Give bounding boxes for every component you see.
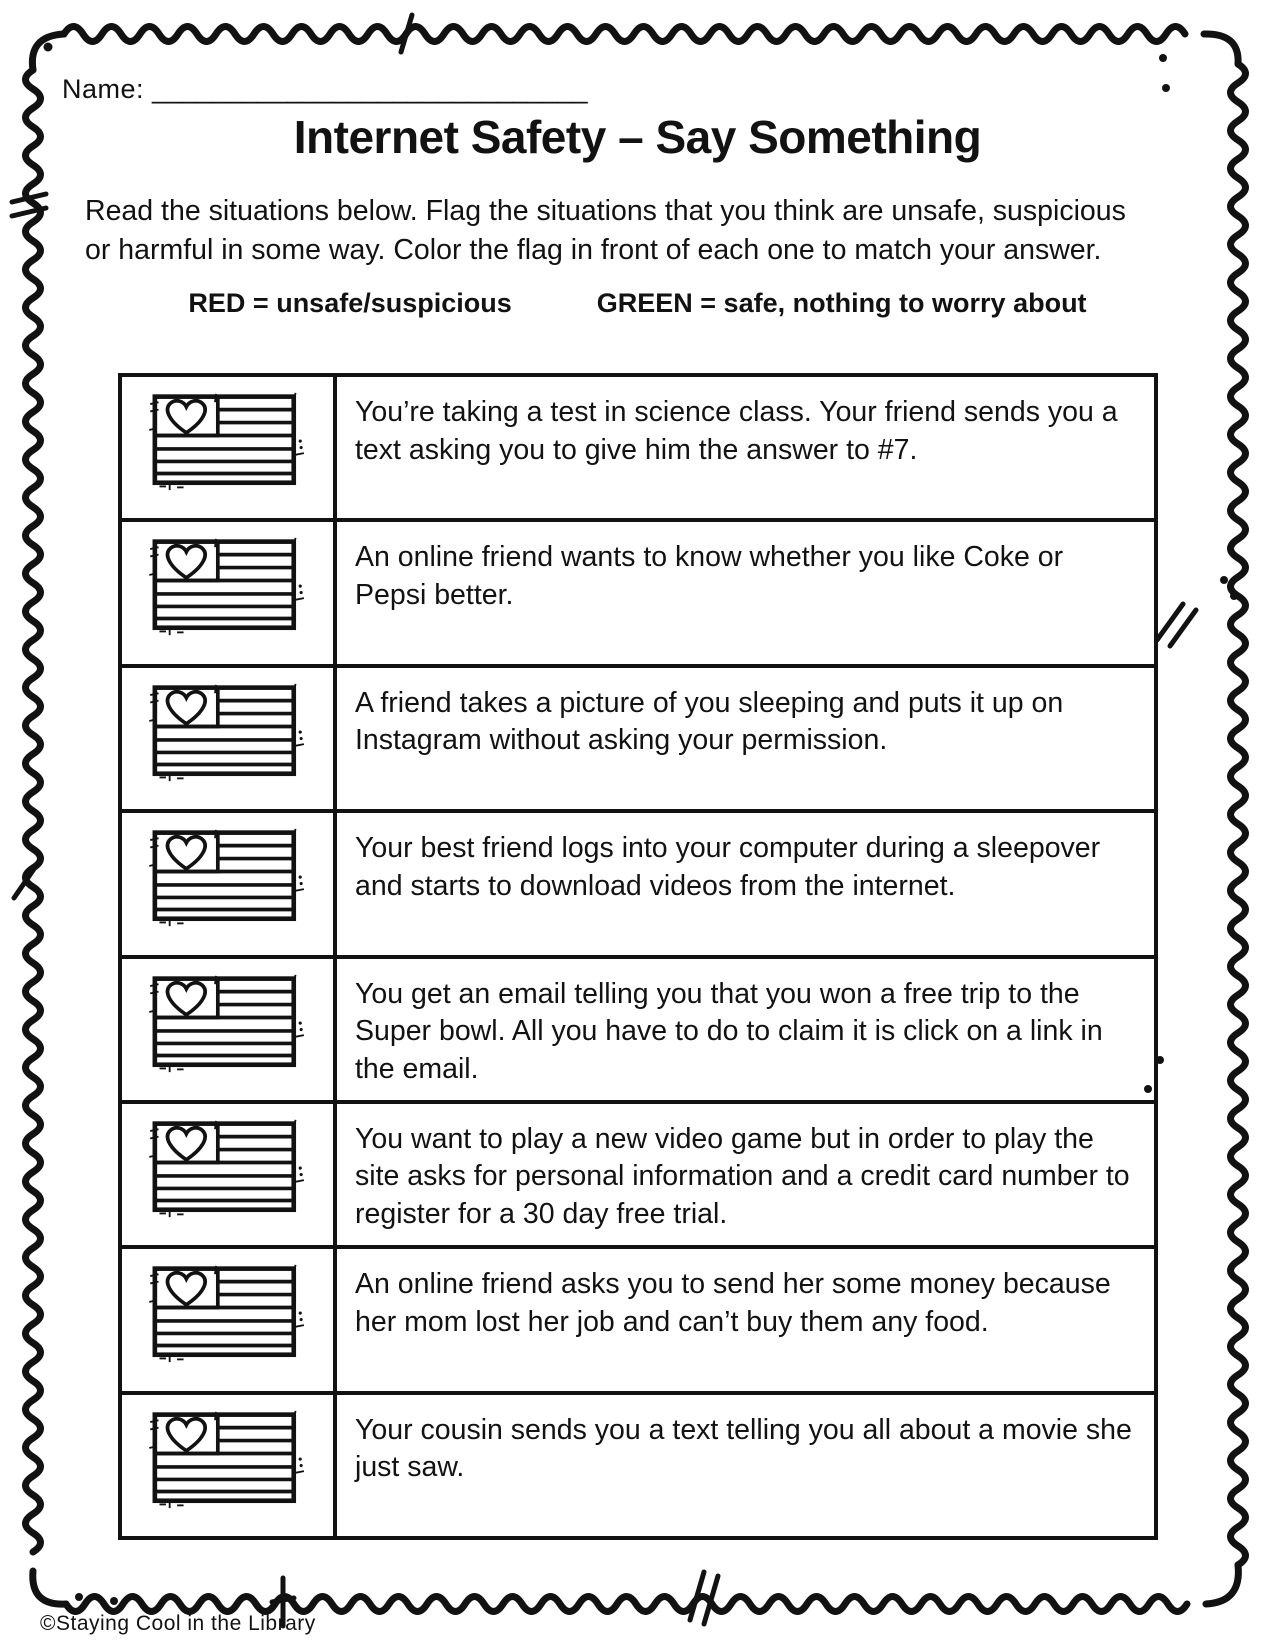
footer-credit: ©Staying Cool in the Library <box>40 1612 316 1635</box>
heart-flag-icon[interactable] <box>149 1264 307 1364</box>
situation-text: An online friend asks you to send her some money because her mom lost her job and can’t buy them any food. <box>333 1249 1154 1390</box>
situation-row <box>122 377 1154 522</box>
situation-text: Your cousin sends you a text telling you all about a movie she just saw. <box>333 1395 1154 1536</box>
legend-green: GREEN = safe, nothing to worry about <box>596 288 1087 318</box>
situation-row <box>122 813 1154 958</box>
situation-text: You get an email telling you that you won a free trip to the Super bowl. All you have to do to claim it is click on a link in the email. <box>333 959 1154 1100</box>
heart-flag-icon[interactable] <box>149 828 307 928</box>
flag-cell <box>122 1104 333 1245</box>
flag-cell <box>122 377 333 518</box>
situation-row <box>122 668 1154 813</box>
heart-flag-icon[interactable] <box>149 974 307 1074</box>
flag-cell <box>122 668 333 809</box>
color-legend <box>0 288 1275 319</box>
flag-cell <box>122 1395 333 1536</box>
heart-flag-icon[interactable] <box>149 1119 307 1219</box>
situation-row <box>122 1249 1154 1394</box>
flag-cell <box>122 813 333 954</box>
name-blank-line[interactable]: _____________________________ <box>152 74 588 104</box>
situation-text: You’re taking a test in science class. Your friend sends you a text asking you to give him the answer to #7. <box>333 377 1154 518</box>
flag-cell <box>122 1249 333 1390</box>
situations-table <box>118 373 1158 1540</box>
heart-flag-icon[interactable] <box>149 392 307 492</box>
situation-row <box>122 959 1154 1104</box>
name-row <box>62 74 588 105</box>
situation-row <box>122 1395 1154 1536</box>
instructions-text: Read the situations below. Flag the situations that you think are unsafe, suspicious or harmful in some way. Color the flag in front of each one to match your answer. <box>85 195 1126 267</box>
page-title: Internet Safety – Say Something <box>293 111 982 163</box>
heart-flag-icon[interactable] <box>149 683 307 783</box>
situation-row <box>122 1104 1154 1249</box>
situation-text: A friend takes a picture of you sleeping and puts it up on Instagram without asking your permission. <box>333 668 1154 809</box>
name-label: Name: <box>62 74 145 104</box>
flag-cell <box>122 959 333 1100</box>
situation-text: Your best friend logs into your computer during a sleepover and starts to download videos from the internet. <box>333 813 1154 954</box>
flag-cell <box>122 522 333 663</box>
heart-flag-icon[interactable] <box>149 537 307 637</box>
situation-text: An online friend wants to know whether you like Coke or Pepsi better. <box>333 522 1154 663</box>
situation-row <box>122 522 1154 667</box>
situation-text: You want to play a new video game but in order to play the site asks for personal information and a credit card number to register for a 30 day free trial. <box>333 1104 1154 1245</box>
heart-flag-icon[interactable] <box>149 1410 307 1510</box>
legend-red: RED = unsafe/suspicious <box>188 288 512 318</box>
